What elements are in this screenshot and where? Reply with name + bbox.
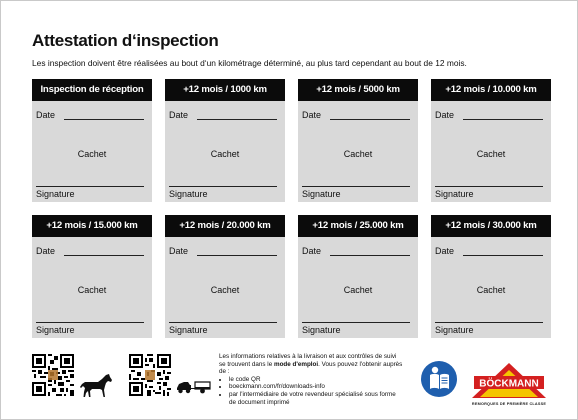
inspection-card-4	[431, 79, 551, 202]
card-heading: +12 mois / 1000 km	[165, 79, 285, 101]
info-text-before: Les informations relatives à la livraison et aux contrôles de suivi se trouvent dans le	[219, 353, 397, 368]
brand-tagline: REMORQUES DE PREMIÈRE CLASSE	[471, 402, 547, 406]
date-line	[330, 119, 410, 120]
date-line	[330, 255, 410, 256]
signature-line	[302, 322, 410, 323]
inspection-card-2	[165, 79, 285, 202]
brand-logo	[471, 362, 547, 402]
cachet-label: Cachet	[343, 149, 373, 159]
cachet-label: Cachet	[476, 149, 506, 159]
inspection-card-6	[165, 215, 285, 338]
cachet-label: Cachet	[476, 285, 506, 295]
qr-code-icon[interactable]	[129, 354, 171, 396]
signature-label: Signature	[36, 189, 75, 199]
manual-reader-icon	[421, 361, 457, 397]
signature-label: Signature	[435, 325, 474, 335]
card-heading: +12 mois / 30.000 km	[431, 215, 551, 237]
inspection-card-1	[32, 79, 152, 202]
info-text-after: . Vous pouvez l'obtenir auprès de :	[219, 360, 403, 376]
info-list	[219, 376, 404, 406]
signature-label: Signature	[169, 325, 208, 335]
date-label: Date	[435, 246, 455, 256]
signature-line	[169, 322, 277, 323]
inspection-card-5	[32, 215, 152, 338]
card-heading: +12 mois / 5000 km	[298, 79, 418, 101]
date-label: Date	[169, 246, 189, 256]
date-label: Date	[302, 246, 322, 256]
signature-label: Signature	[302, 189, 341, 199]
info-list-item[interactable]: • boeckmann.com/fr/downloads-info	[229, 383, 404, 391]
date-line	[64, 255, 144, 256]
cachet-label: Cachet	[77, 285, 107, 295]
card-heading: +12 mois / 15.000 km	[32, 215, 152, 237]
date-line	[64, 119, 144, 120]
intro-text: Les inspection doivent être réalisées au bout d‘un kilométrage déterminé, au plus tard cependant au bout de 12 mois.	[32, 58, 467, 68]
cachet-label: Cachet	[210, 149, 240, 159]
info-text-block	[219, 353, 404, 406]
date-label: Date	[36, 246, 56, 256]
date-label: Date	[36, 110, 56, 120]
cachet-label: Cachet	[210, 285, 240, 295]
cachet-label: Cachet	[343, 285, 373, 295]
date-line	[463, 119, 543, 120]
date-label: Date	[435, 110, 455, 120]
info-paragraph	[219, 353, 404, 376]
card-heading: +12 mois / 25.000 km	[298, 215, 418, 237]
card-heading: +12 mois / 20.000 km	[165, 215, 285, 237]
signature-line	[36, 322, 144, 323]
signature-label: Signature	[302, 325, 341, 335]
info-text-bold: mode d'emploi	[273, 360, 319, 368]
signature-line	[302, 186, 410, 187]
inspection-card-7	[298, 215, 418, 338]
car-trailer-icon	[176, 376, 212, 398]
info-list-item: • le code QR	[229, 376, 404, 384]
signature-line	[36, 186, 144, 187]
cachet-label: Cachet	[77, 149, 107, 159]
horse-icon	[79, 373, 113, 399]
signature-label: Signature	[169, 189, 208, 199]
qr-code-icon[interactable]	[32, 354, 74, 396]
date-line	[197, 119, 277, 120]
signature-line	[435, 186, 543, 187]
date-line	[463, 255, 543, 256]
date-line	[197, 255, 277, 256]
inspection-card-3	[298, 79, 418, 202]
page-title: Attestation d‘inspection	[32, 31, 219, 50]
date-label: Date	[169, 110, 189, 120]
signature-line	[435, 322, 543, 323]
card-heading: +12 mois / 10.000 km	[431, 79, 551, 101]
date-label: Date	[302, 110, 322, 120]
info-list-item: • par l'intermédiaire de votre revendeur spécialisé sous forme de document imprimé	[229, 391, 404, 406]
signature-label: Signature	[435, 189, 474, 199]
brand-name: BÖCKMANN	[479, 378, 539, 390]
signature-line	[169, 186, 277, 187]
card-heading: Inspection de réception	[32, 79, 152, 101]
signature-label: Signature	[36, 325, 75, 335]
inspection-card-8	[431, 215, 551, 338]
